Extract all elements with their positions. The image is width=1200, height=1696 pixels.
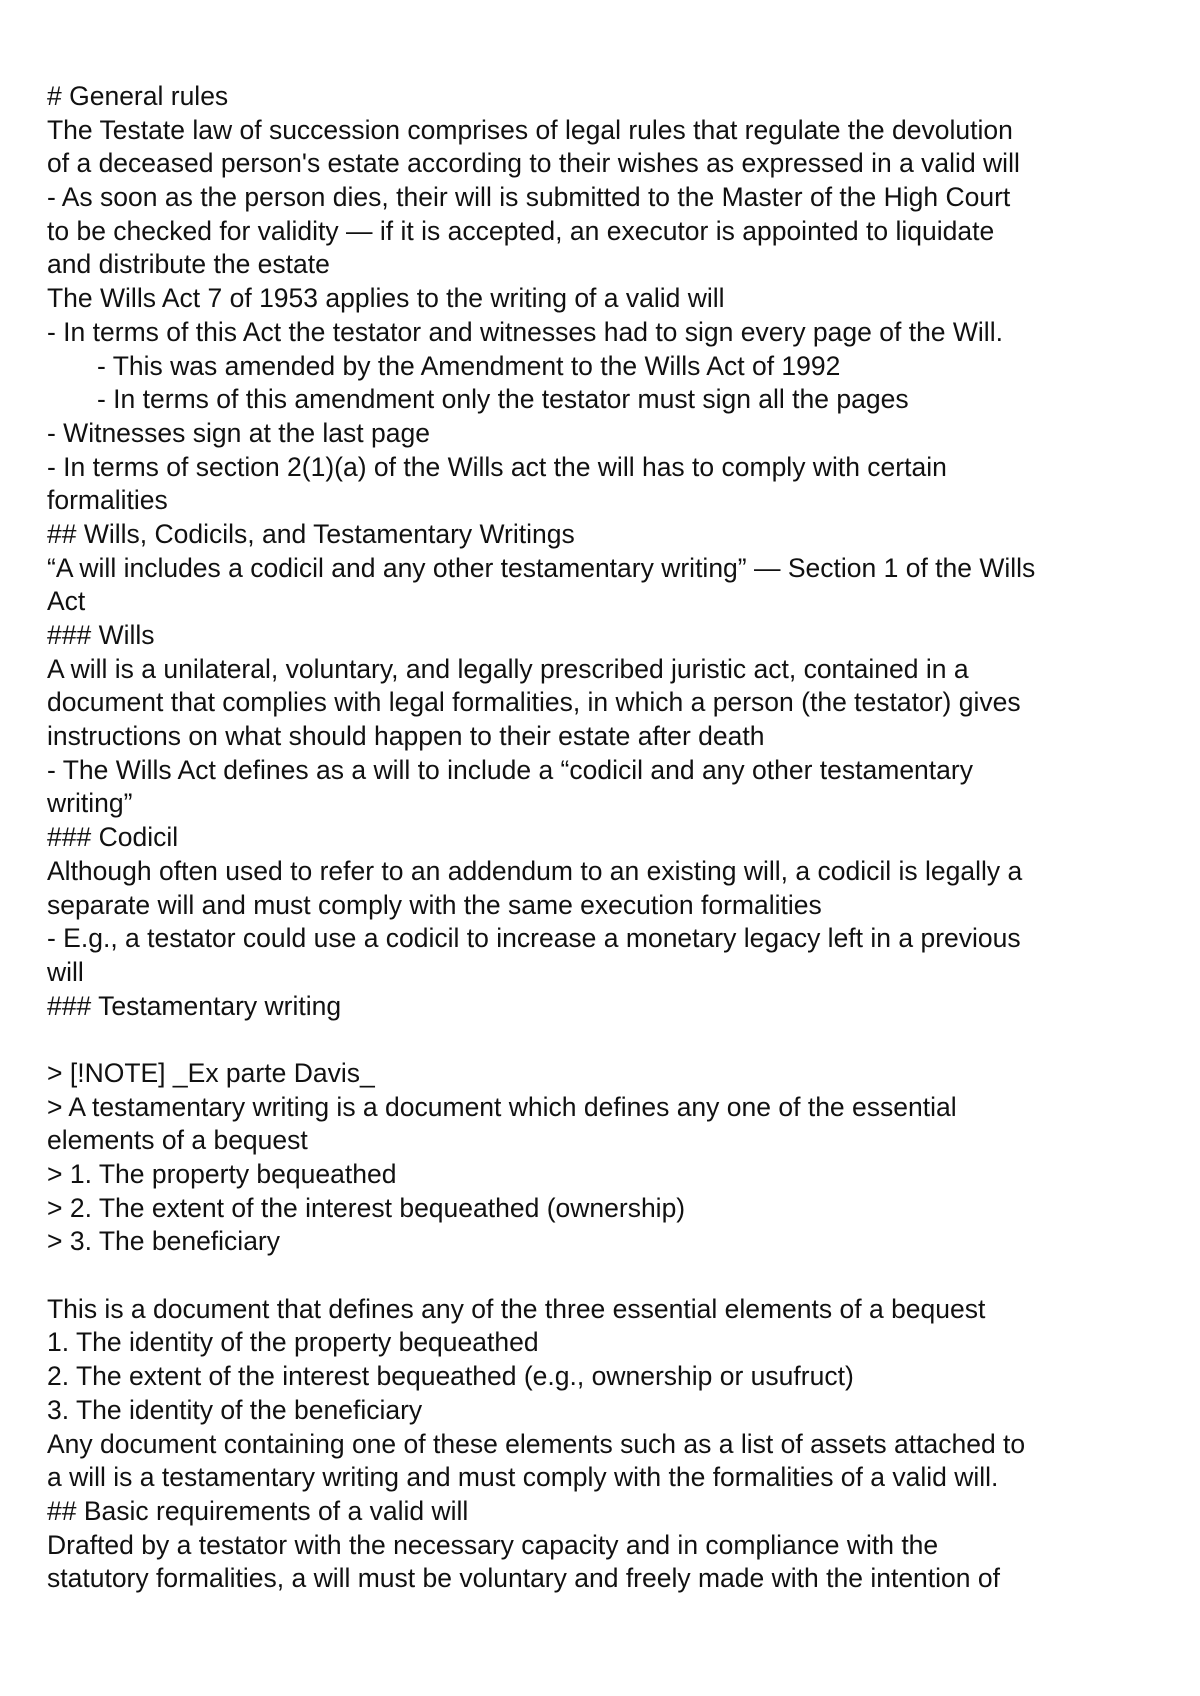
bullet-line: - As soon as the person dies, their will is submitted to the Master of the High Court	[47, 182, 1011, 213]
note-list-item: > 2. The extent of the interest bequeathed (ownership)	[47, 1192, 686, 1223]
text-line: Although often used to refer to an addendum to an existing will, a codicil is legally a	[47, 855, 1023, 886]
list-item: 2. The extent of the interest bequeathed (e.g., ownership or usufruct)	[47, 1361, 854, 1392]
text-line: Act	[47, 586, 86, 617]
text-line: A will is a unilateral, voluntary, and legally prescribed juristic act, contained in a	[47, 653, 969, 684]
note-line: elements of a bequest	[47, 1125, 308, 1156]
document-body	[47, 80, 1167, 1596]
blank-line	[47, 1023, 1167, 1057]
note-list-item: > 3. The beneficiary	[47, 1226, 281, 1257]
note-list-item: > 1. The property bequeathed	[47, 1159, 397, 1189]
heading-basic-requirements: ## Basic requirements of a valid will	[47, 1495, 469, 1526]
text-line: This is a document that defines any of the three essential elements of a bequest	[47, 1293, 986, 1324]
heading-wills-codicils: ## Wills, Codicils, and Testamentary Writings	[47, 518, 575, 549]
heading-codicil: ### Codicil	[47, 822, 179, 853]
heading-general-rules: # General rules	[47, 81, 229, 111]
heading-testamentary-writing: ### Testamentary writing	[47, 990, 342, 1021]
heading-wills: ### Wills	[47, 620, 155, 650]
text-line: and distribute the estate	[47, 249, 330, 280]
text-line: Drafted by a testator with the necessary capacity and in compliance with the	[47, 1529, 939, 1560]
list-item: 1. The identity of the property bequeathed	[47, 1327, 539, 1358]
text-line: statutory formalities, a will must be voluntary and freely made with the intention of	[47, 1563, 1000, 1594]
text-line: The Wills Act 7 of 1953 applies to the writing of a valid will	[47, 283, 725, 314]
sub-bullet-line: - This was amended by the Amendment to the Wills Act of 1992	[97, 350, 841, 381]
sub-bullet-line: - In terms of this amendment only the testator must sign all the pages	[97, 384, 909, 415]
text-line: formalities	[47, 485, 168, 516]
blank-line	[47, 1259, 1167, 1293]
text-line: instructions on what should happen to their estate after death	[47, 721, 765, 752]
bullet-line: - E.g., a testator could use a codicil to increase a monetary legacy left in a previous	[47, 923, 1021, 954]
bullet-line: - In terms of section 2(1)(a) of the Wills act the will has to comply with certain	[47, 451, 947, 482]
text-line: of a deceased person's estate according to their wishes as expressed in a valid will	[47, 148, 1020, 179]
text-line: Any document containing one of these elements such as a list of assets attached to	[47, 1428, 1026, 1459]
text-line: The Testate law of succession comprises of legal rules that regulate the devolution	[47, 114, 1013, 145]
text-line: will	[47, 956, 84, 987]
bullet-line: - The Wills Act defines as a will to include a “codicil and any other testamentary	[47, 754, 973, 785]
bullet-line: - Witnesses sign at the last page	[47, 417, 430, 448]
text-line: separate will and must comply with the same execution formalities	[47, 889, 822, 920]
quote-line: “A will includes a codicil and any other testamentary writing” — Section 1 of the Wills	[47, 552, 1036, 583]
text-line: to be checked for validity — if it is accepted, an executor is appointed to liquidate	[47, 215, 995, 246]
text-line: a will is a testamentary writing and must comply with the formalities of a valid will.	[47, 1462, 999, 1493]
list-item: 3. The identity of the beneficiary	[47, 1394, 423, 1425]
note-line: > A testamentary writing is a document which defines any one of the essential	[47, 1091, 957, 1122]
bullet-line: - In terms of this Act the testator and witnesses had to sign every page of the Will.	[47, 316, 1003, 347]
text-line: writing”	[47, 788, 133, 819]
text-line: document that complies with legal formalities, in which a person (the testator) gives	[47, 687, 1021, 718]
note-callout-title: > [!NOTE] _Ex parte Davis_	[47, 1057, 375, 1088]
